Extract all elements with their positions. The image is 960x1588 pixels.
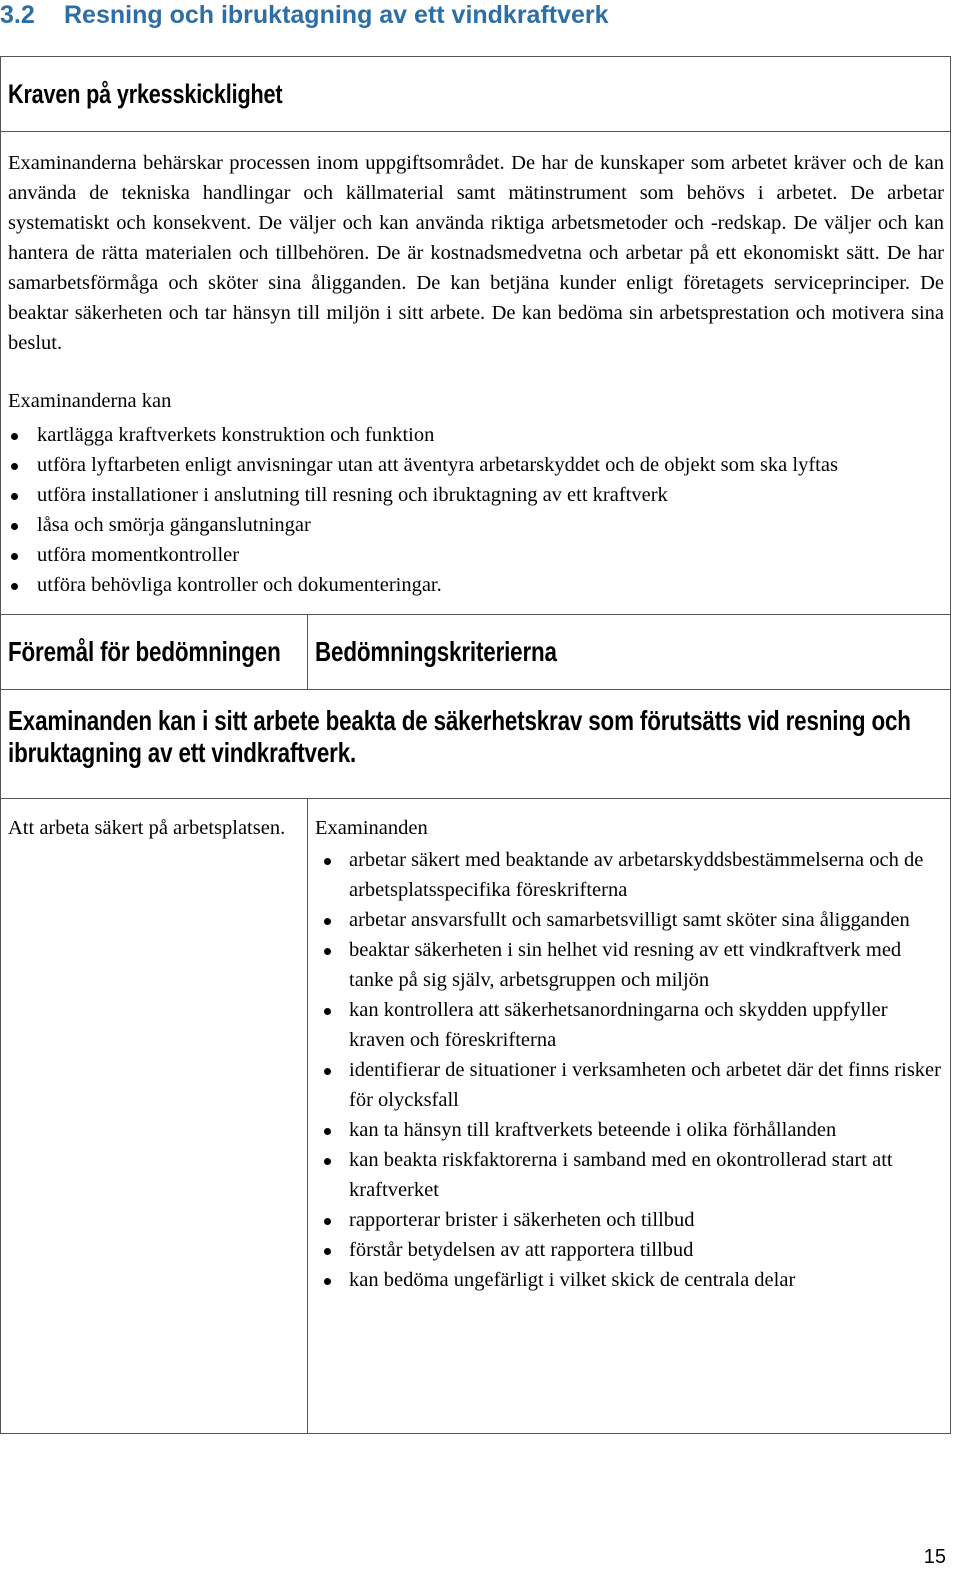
list-item: utföra lyftarbeten enligt anvisningar utan att äventyra arbetarskyddet och de objekt som ska lyftas — [8, 450, 944, 480]
list-item: kartlägga kraftverkets konstruktion och funktion — [8, 420, 944, 450]
list-item: arbetar ansvarsfullt och samarbetsvilligt samt sköter sina åligganden — [315, 905, 944, 935]
list-item: kan kontrollera att säkerhetsanordningarna och skydden uppfyller kraven och föreskrifterna — [315, 995, 944, 1055]
page-number: 15 — [923, 1546, 946, 1568]
list-item: rapporterar brister i säkerheten och tillbud — [315, 1205, 944, 1235]
list-item: identifierar de situationer i verksamheten och arbetet där det finns risker för olycksfall — [315, 1055, 944, 1115]
requirement-cell — [1, 690, 951, 799]
list-item: utföra behövliga kontroller och dokumenteringar. — [8, 570, 944, 600]
section-title — [0, 0, 609, 30]
criteria-list — [315, 845, 944, 1295]
object-header-cell — [1, 615, 308, 690]
requirement-heading: Examinanden kan i sitt arbete beakta de säkerhetskrav som förutsätts vid resning och ibruktagning av ett vindkraftverk. — [8, 705, 911, 768]
object-cell — [1, 799, 308, 1434]
object-column-header: Föremål för bedömningen — [8, 636, 281, 667]
list-item: låsa och smörja gänganslutningar — [8, 510, 944, 540]
list-item: förstår betydelsen av att rapportera tillbud — [315, 1235, 944, 1265]
kraven-heading: Kraven på yrkesskicklighet — [8, 79, 283, 109]
criteria-intro: Examinanden — [315, 817, 428, 839]
kraven-heading-cell — [1, 57, 951, 132]
list-item: beaktar säkerheten i sin helhet vid resning av ett vindkraftverk med tanke på sig själv, arbetsgruppen och miljön — [315, 935, 944, 995]
kraven-list — [8, 420, 944, 600]
kraven-paragraph: Examinanderna behärskar processen inom uppgiftsområdet. De har de kunskaper som arbetet kräver och de kan använda de tekniska handlingar och källmaterial samt mätinstrument som behövs i arbetet. De arbetar systematiskt och konsekvent. De väljer och kan använda riktiga arbetsmetoder och -redskap. De väljer och kan hantera de rätta materialen och tillbehören. De är kostnadsmedvetna och arbetar på ett ekonomiskt sätt. De har samarbetsförmåga och sköter sina åligganden. De kan betjäna kunder enligt företagets serviceprinciper. De beaktar säkerheten och tar hänsyn till miljön i sitt arbete. De kan bedöma sin arbetsprestation och motivera sina beslut. — [8, 152, 944, 354]
criteria-header-cell — [308, 615, 951, 690]
list-item: kan bedöma ungefärligt i vilket skick de centrala delar — [315, 1265, 944, 1295]
kraven-description-cell — [1, 132, 951, 615]
requirements-table — [0, 56, 951, 1434]
kraven-intro: Examinanderna kan — [8, 390, 172, 412]
list-item: utföra momentkontroller — [8, 540, 944, 570]
section-title-text: Resning och ibruktagning av ett vindkraftverk — [64, 1, 609, 29]
list-item: arbetar säkert med beaktande av arbetarskyddsbestämmelserna och de arbetsplatsspecifika föreskrifterna — [315, 845, 944, 905]
assessment-object: Att arbeta säkert på arbetsplatsen. — [8, 817, 286, 839]
list-item: utföra installationer i anslutning till resning och ibruktagning av ett kraftverk — [8, 480, 944, 510]
section-number: 3.2 — [0, 1, 35, 29]
criteria-cell — [308, 799, 951, 1434]
list-item: kan ta hänsyn till kraftverkets beteende i olika förhållanden — [315, 1115, 944, 1145]
criteria-column-header: Bedömningskriterierna — [315, 636, 557, 667]
list-item: kan beakta riskfaktorerna i samband med en okontrollerad start att kraftverket — [315, 1145, 944, 1205]
